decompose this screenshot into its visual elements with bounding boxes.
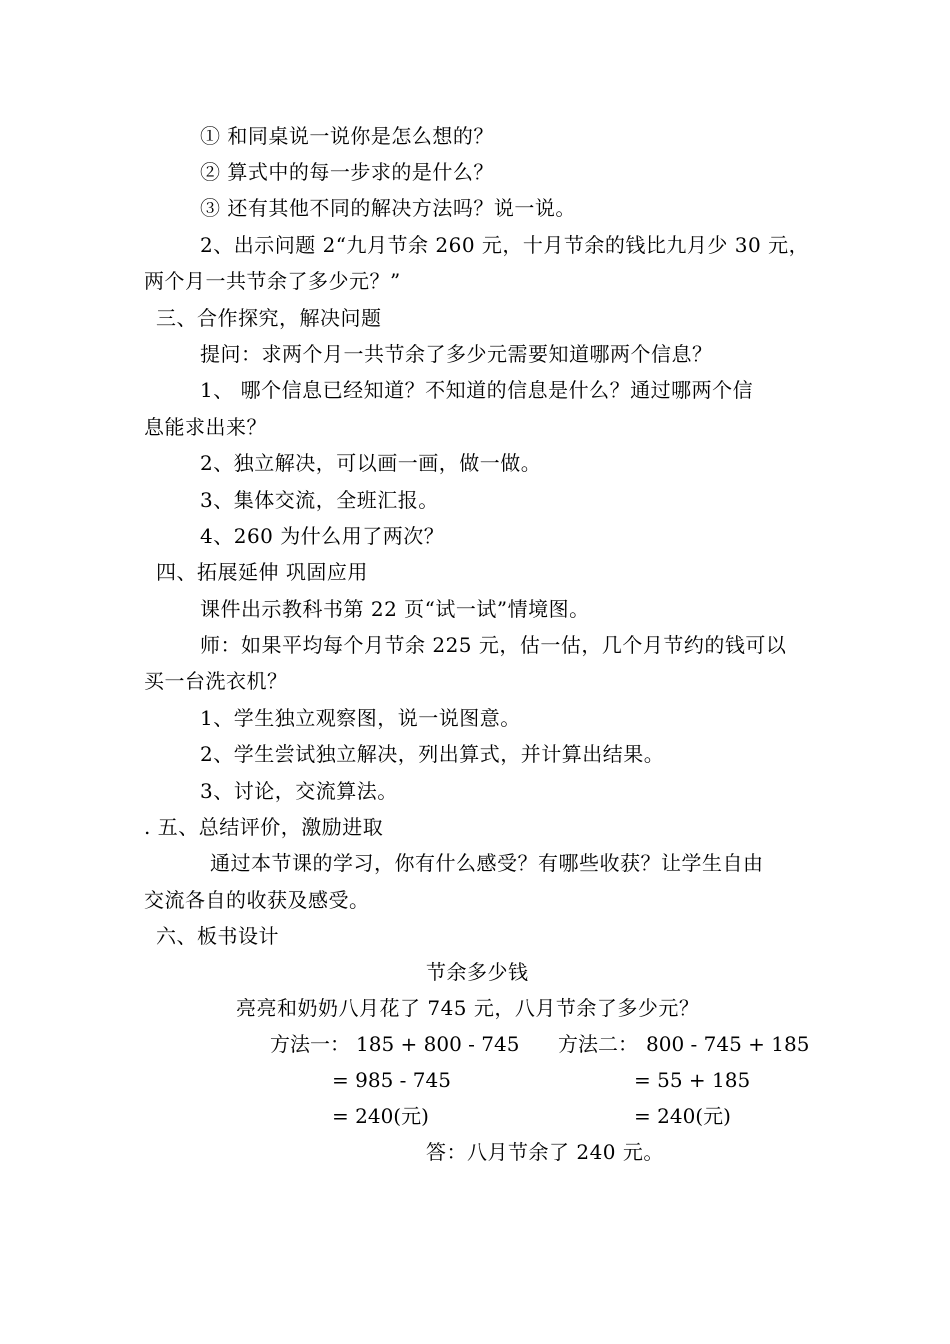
section4-step1: 1、学生独立观察图，说一说图意。	[200, 706, 521, 730]
summary-line2: 交流各自的收获及感受。	[144, 888, 370, 912]
method1-expression: 185 + 800 - 745	[356, 1032, 520, 1056]
teacher-line1: 师：如果平均每个月节余 225 元，估一估，几个月节约的钱可以	[200, 633, 787, 657]
board-problem: 亮亮和奶奶八月花了 745 元，八月节余了多少元？	[236, 996, 700, 1020]
method2-step1: = 55 + 185	[634, 1068, 751, 1092]
section5-title: . 五、总结评价，激励进取	[144, 815, 384, 839]
board-answer: 答：八月节余了 240 元。	[426, 1140, 664, 1164]
question-1: ① 和同桌说一说你是怎么想的？	[200, 124, 494, 148]
method1-label: 方法一：	[270, 1032, 350, 1056]
method2-step2: = 240(元)	[634, 1104, 731, 1128]
step1-line1: 1、 哪个信息已经知道？不知道的信息是什么？通过哪两个信	[200, 378, 754, 402]
problem2-line2: 两个月一共节余了多少元？”	[144, 269, 401, 293]
teacher-line2: 买一台洗衣机？	[144, 669, 288, 693]
board-title: 节余多少钱	[426, 960, 529, 984]
problem2-line1: 2、出示问题 2“九月节余 260 元，十月节余的钱比九月少 30 元，	[200, 233, 810, 257]
section4-step3: 3、讨论，交流算法。	[200, 779, 398, 803]
section6-title: 六、板书设计	[156, 924, 279, 948]
method2-label: 方法二：	[558, 1032, 638, 1056]
section3-title: 三、合作探究，解决问题	[156, 306, 382, 330]
question-prompt: 提问：求两个月一共节余了多少元需要知道哪两个信息？	[200, 342, 713, 366]
method1-step1: = 985 - 745	[332, 1068, 451, 1092]
section4-step2: 2、学生尝试独立解决，列出算式，并计算出结果。	[200, 742, 665, 766]
question-2: ② 算式中的每一步求的是什么？	[200, 160, 494, 184]
step4: 4、260 为什么用了两次？	[200, 524, 445, 548]
summary-line1: 通过本节课的学习，你有什么感受？有哪些收获？让学生自由	[210, 851, 764, 875]
step1-line2: 息能求出来？	[144, 415, 267, 439]
method2-expression: 800 - 745 + 185	[646, 1032, 810, 1056]
question-3: ③ 还有其他不同的解决方法吗？说一说。	[200, 196, 576, 220]
method1-step2: = 240(元)	[332, 1104, 429, 1128]
courseware-text: 课件出示教科书第 22 页“试一试”情境图。	[200, 597, 590, 621]
section4-title: 四、拓展延伸 巩固应用	[156, 560, 368, 584]
step2: 2、独立解决，可以画一画，做一做。	[200, 451, 542, 475]
step3: 3、集体交流，全班汇报。	[200, 488, 439, 512]
